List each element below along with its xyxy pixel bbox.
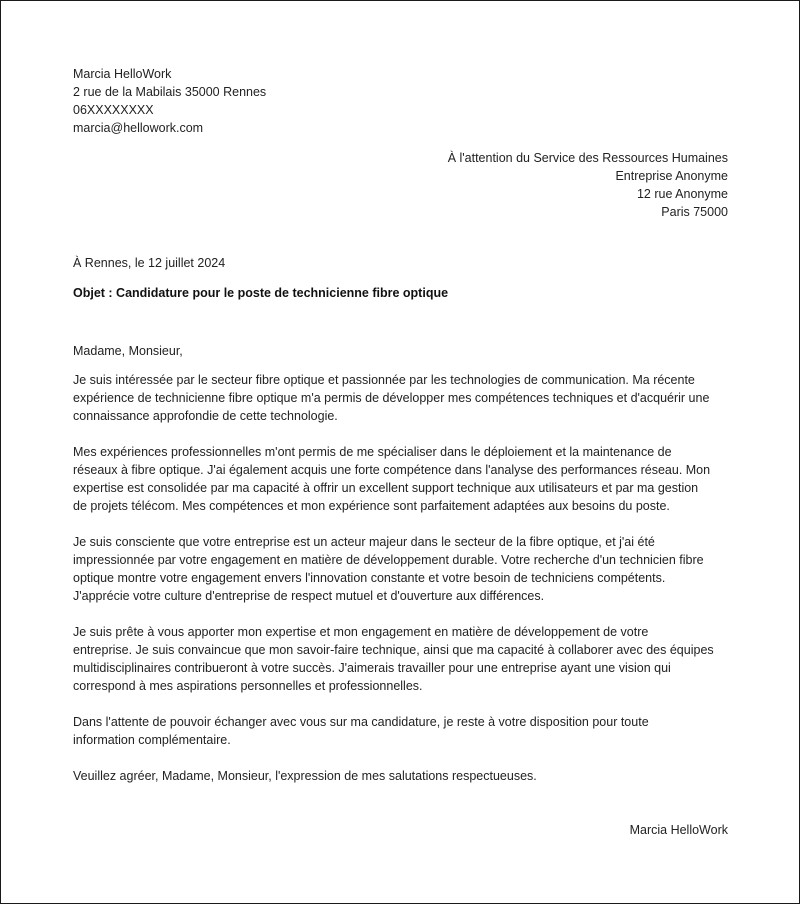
sender-address: 2 rue de la Mabilais 35000 Rennes xyxy=(73,85,267,99)
paragraph-line: Dans l'attente de pouvoir échanger avec vous sur ma candidature, je reste à votre disposition pour toute xyxy=(73,715,649,729)
body-paragraph xyxy=(73,713,728,749)
paragraph-line: impressionnée par votre engagement en matière de développement durable. Votre recherche d'un technicien fibre xyxy=(73,553,704,567)
paragraph-line: Je suis prête à vous apporter mon expertise et mon engagement en matière de développement de votre xyxy=(73,625,649,639)
recipient-city: Paris 75000 xyxy=(661,205,728,219)
paragraph-line: information complémentaire. xyxy=(73,733,231,747)
paragraph-line: expertise est consolidée par ma capacité à offrir un excellent support technique aux utilisateurs et par ma gestion xyxy=(73,481,699,495)
sender-phone: 06XXXXXXXX xyxy=(73,103,154,117)
sender-name: Marcia HelloWork xyxy=(73,67,172,81)
paragraph-line: expérience de technicienne fibre optique m'a permis de développer mes compétences techniques et d'acquérir une xyxy=(73,391,710,405)
body-paragraph xyxy=(73,443,728,515)
paragraph-line: Mes expériences professionnelles m'ont permis de me spécialiser dans le déploiement et la maintenance de xyxy=(73,445,672,459)
paragraph-line: connaissance approfondie de cette technologie. xyxy=(73,409,338,423)
paragraph-line: entreprise. Je suis convaincue que mon savoir-faire technique, ainsi que ma capacité à collaborer avec des équipes xyxy=(73,643,714,657)
recipient-street: 12 rue Anonyme xyxy=(636,187,728,201)
paragraph-line: Je suis intéressée par le secteur fibre optique et passionnée par les technologies de communication. Ma récente xyxy=(73,373,695,387)
paragraph-line: multidisciplinaires contribueront à votre succès. J'aimerais travailler pour une entreprise ayant une vision qui xyxy=(73,661,671,675)
recipient-company: Entreprise Anonyme xyxy=(615,169,728,183)
body-paragraph xyxy=(73,533,728,605)
greeting: Madame, Monsieur, xyxy=(73,344,183,358)
paragraph-line: optique montre votre engagement envers l'innovation constante et votre besoin de techniciens compétents. xyxy=(73,571,666,585)
recipient-block xyxy=(73,149,728,221)
body-paragraph xyxy=(73,371,728,425)
paragraph-line: Je suis consciente que votre entreprise est un acteur majeur dans le secteur de la fibre optique, et j'ai été xyxy=(73,535,655,549)
paragraph-line: correspond à mes aspirations personnelles et professionnelles. xyxy=(73,679,423,693)
subject-line: Objet : Candidature pour le poste de technicienne fibre optique xyxy=(73,286,449,300)
sender-block xyxy=(73,65,728,137)
closing-line: Veuillez agréer, Madame, Monsieur, l'expression de mes salutations respectueuses. xyxy=(73,769,537,783)
recipient-attention: À l'attention du Service des Ressources Humaines xyxy=(447,151,728,165)
body-paragraph xyxy=(73,623,728,695)
paragraph-line: réseaux à fibre optique. J'ai également acquis une forte compétence dans l'analyse des performances réseau. Mon xyxy=(73,463,711,477)
paragraph-line: de projets télécom. Mes compétences et mon expérience sont parfaitement adaptées aux besoins du poste. xyxy=(73,499,670,513)
sender-email: marcia@hellowork.com xyxy=(73,121,204,135)
signature: Marcia HelloWork xyxy=(629,823,728,837)
paragraph-line: J'apprécie votre culture d'entreprise de respect mutuel et d'ouverture aux différences. xyxy=(73,589,545,603)
place-date: À Rennes, le 12 juillet 2024 xyxy=(73,256,226,270)
